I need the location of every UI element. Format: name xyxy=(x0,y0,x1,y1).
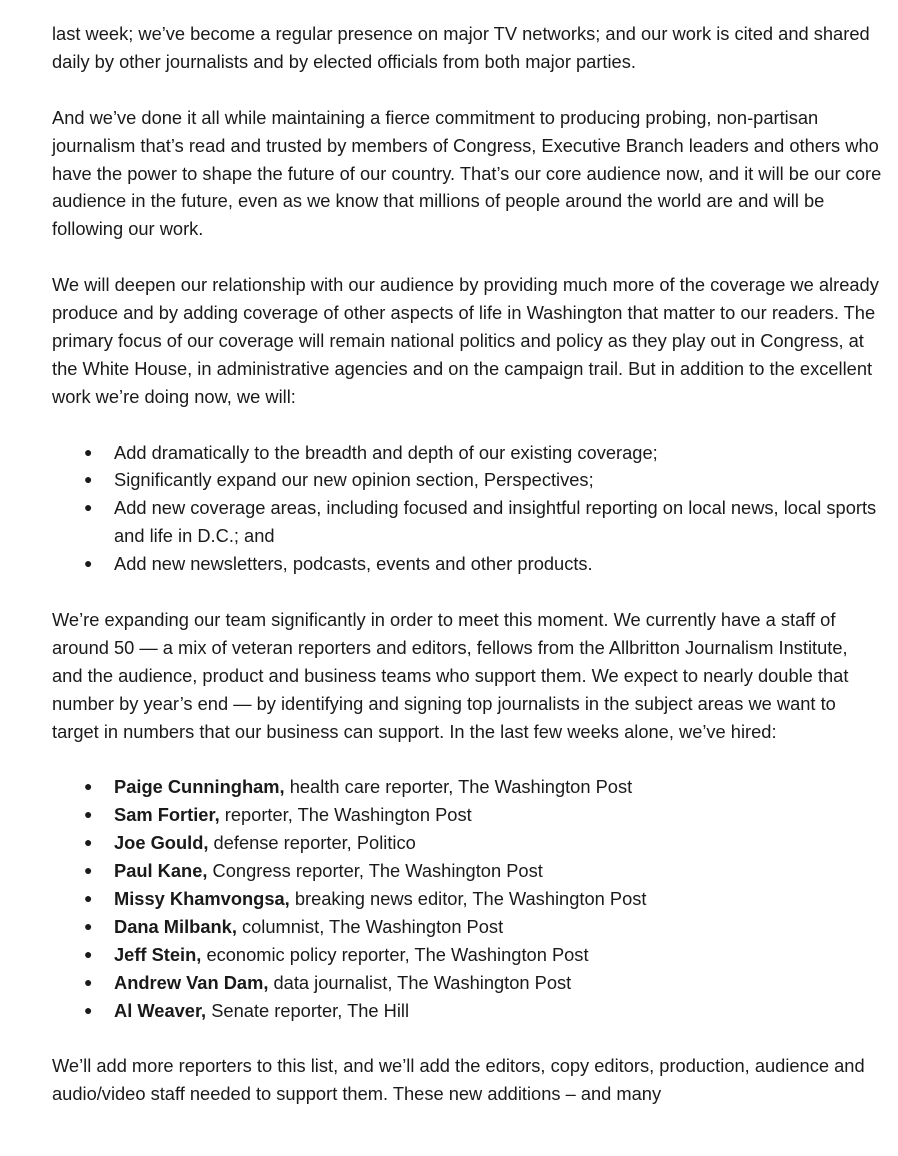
list-item xyxy=(52,969,882,997)
hire-name: Joe Gould, xyxy=(114,832,209,854)
bullet-icon: ● xyxy=(84,499,93,516)
hire-name: Andrew Van Dam, xyxy=(114,971,269,993)
document-page xyxy=(52,20,882,1108)
list-item: ● Add new newsletters, podcasts, events and other products. xyxy=(52,550,882,578)
list-item xyxy=(52,801,882,829)
hire-role: defense reporter, Politico xyxy=(208,832,416,854)
hire-role: economic policy reporter, The Washington Post xyxy=(201,943,589,965)
plans-list xyxy=(52,439,882,579)
hire-name: Paige Cunningham, xyxy=(114,776,285,798)
bullet-icon: ● xyxy=(84,973,93,990)
list-item: ● Add new coverage areas, including focused and insightful reporting on local news, local sports and life in D.C.; and xyxy=(52,494,882,550)
bullet-icon: ● xyxy=(84,890,93,907)
list-item: ● Add dramatically to the breadth and depth of our existing coverage; xyxy=(52,439,882,467)
hire-role: Congress reporter, The Washington Post xyxy=(207,860,543,882)
list-item xyxy=(52,829,882,857)
bullet-icon: ● xyxy=(84,1001,93,1018)
list-item xyxy=(52,885,882,913)
hire-role: columnist, The Washington Post xyxy=(236,915,504,937)
paragraph-nonpartisan-commitment: And we’ve done it all while maintaining a fierce commitment to producing probing, non-partisan journalism that’s read and trusted by members of Congress, Executive Branch leaders and others who have the power to shape the future of our country. That’s our core audience now, and it will be our core audience in the future, even as we know that millions of people around the world are and will be following our work. xyxy=(52,106,882,240)
hire-role: data journalist, The Washington Post xyxy=(268,971,572,993)
list-item xyxy=(52,997,882,1025)
hires-list xyxy=(52,773,882,1024)
paragraph-add-more: We’ll add more reporters to this list, and we’ll add the editors, copy editors, production, audience and audio/video staff needed to support them. These new additions – and many xyxy=(52,1055,865,1105)
bullet-icon: ● xyxy=(84,806,93,823)
hire-name: Paul Kane, xyxy=(114,860,208,882)
hire-name: Sam Fortier, xyxy=(114,804,220,826)
bullet-icon: ● xyxy=(84,834,93,851)
bullet-icon: ● xyxy=(84,862,93,879)
bullet-icon: ● xyxy=(84,443,93,460)
list-item: ● Significantly expand our new opinion section, Perspectives; xyxy=(52,466,882,494)
bullet-icon: ● xyxy=(84,917,93,934)
bullet-icon: ● xyxy=(84,945,93,962)
list-item xyxy=(52,941,882,969)
hire-name: Dana Milbank, xyxy=(114,915,237,937)
hire-name: Jeff Stein, xyxy=(114,943,202,965)
paragraph-deepen-relationship: We will deepen our relationship with our audience by providing much more of the coverage we already produce and by adding coverage of other aspects of life in Washington that matter to our readers. The primary focus of our coverage will remain national politics and policy as they play out in Congress, at the White House, in administrative agencies and on the campaign trail. But in addition to the excellent work we’re doing now, we will: xyxy=(52,274,879,407)
paragraph-expanding-team: We’re expanding our team significantly in order to meet this moment. We currently have a staff of around 50 — a mix of veteran reporters and editors, fellows from the Allbritton Journalism Institute, and the audience, product and business teams who support them. We expect to nearly double that number by year’s end — by identifying and signing top journalists in the subject areas we want to target in numbers that our business can support. In the last few weeks alone, we’ve hired: xyxy=(52,608,849,742)
hire-name: Missy Khamvongsa, xyxy=(114,888,290,910)
paragraph-coverage-reach: last week; we’ve become a regular presence on major TV networks; and our work is cited and shared daily by other journalists and by elected officials from both major parties. xyxy=(52,23,870,72)
bullet-icon: ● xyxy=(84,471,93,488)
list-item xyxy=(52,773,882,801)
hire-role: breaking news editor, The Washington Post xyxy=(289,888,647,910)
hire-role: reporter, The Washington Post xyxy=(219,804,472,826)
bullet-icon: ● xyxy=(84,778,93,795)
hire-role: health care reporter, The Washington Post xyxy=(284,776,633,798)
hire-role: Senate reporter, The Hill xyxy=(206,999,410,1021)
list-item xyxy=(52,857,882,885)
bullet-icon: ● xyxy=(84,555,93,572)
hire-name: Al Weaver, xyxy=(114,999,207,1021)
list-item xyxy=(52,913,882,941)
